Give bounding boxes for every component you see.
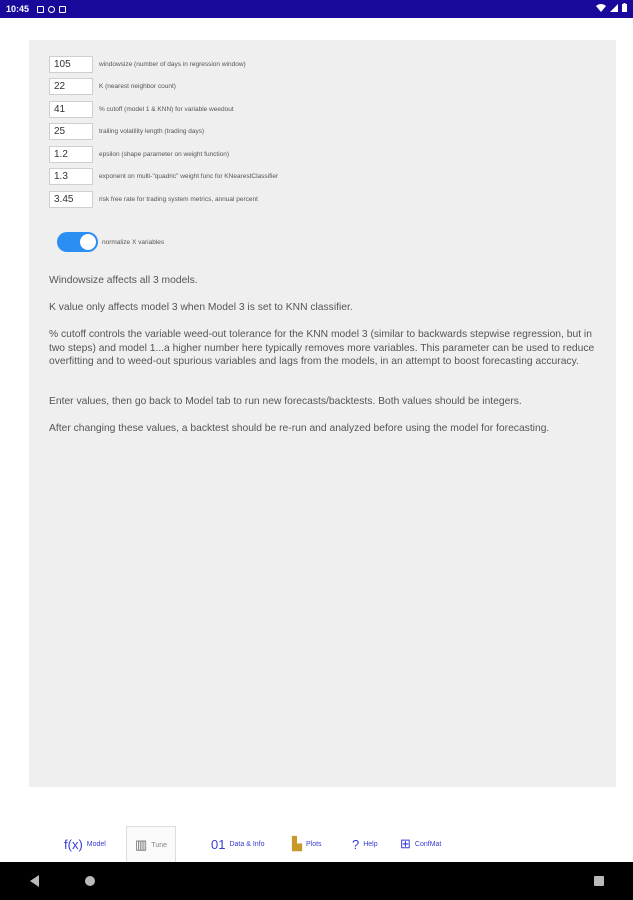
notification-icon [37,6,44,13]
epsilon-input[interactable] [49,146,93,163]
function-icon: f(x) [64,836,83,852]
normalize-toggle[interactable] [57,232,98,252]
tune-sliders-icon: ▥ [135,837,148,852]
info-backtest: After changing these values, a backtest should be re-run and analyzed before using the model for forecasting. [49,423,550,434]
param-row-volatility [49,122,204,141]
tab-tune[interactable] [126,826,176,863]
param-row-epsilon [49,145,229,164]
tab-data-info-label: Data & Info [229,840,265,848]
k-label: K (nearest neighbor count) [99,83,176,90]
normalize-label: normalize X variables [102,238,165,246]
info-windowsize: Windowsize affects all 3 models. [49,275,198,286]
toggle-thumb [80,234,96,250]
system-nav-bar [0,862,633,900]
tab-model-label: Model [86,840,106,848]
windowsize-input[interactable] [49,56,93,73]
param-row-windowsize [49,55,246,74]
exponent-input[interactable] [49,168,93,185]
tab-plots-label: Plots [306,840,322,848]
tab-help[interactable] [352,826,378,862]
riskfree-label: risk free rate for trading system metrics, annual percent [99,196,258,203]
notification-icon [59,6,66,13]
tab-confmat-label: ConfMat [414,840,442,848]
system-icons [596,3,627,12]
wifi-icon [596,4,606,12]
param-row-k [49,77,176,96]
tab-model[interactable] [64,826,106,862]
tab-confmat[interactable] [400,826,441,862]
tab-plots[interactable] [292,826,322,862]
tab-tune-label: Tune [151,841,167,849]
tune-panel [29,40,616,787]
signal-icon [610,4,618,12]
k-input[interactable] [49,78,93,95]
riskfree-input[interactable] [49,191,93,208]
cutoff-input[interactable] [49,101,93,118]
param-row-cutoff [49,100,234,119]
bar-chart-icon: ▙ [292,836,302,851]
status-bar [0,0,633,18]
notification-icons [37,6,66,13]
param-row-riskfree [49,190,258,209]
battery-icon [622,3,627,12]
recents-icon[interactable] [594,876,604,886]
bottom-tab-bar [0,826,633,862]
param-row-exponent [49,167,278,186]
notification-icon [48,6,55,13]
back-icon[interactable] [30,875,39,887]
tab-help-label: Help [363,840,378,848]
windowsize-label: windowsize (number of days in regression window) [99,61,246,68]
question-icon: ? [352,836,360,852]
tab-data-info[interactable] [211,826,265,862]
info-cutoff: % cutoff controls the variable weed-out tolerance for the KNN model 3 (similar to backwards stepwise regression, but in two steps) and model 1...a higher number here typically removes more variables. This parameter can be used to reduce overfitting and to weed-out spurious variables and lags from the models, in an attempt to boost forecasting accuracy. [49,329,595,367]
grid-icon: ⊞ [400,836,411,851]
volatility-label: trailing volatility length (trading days) [99,128,205,135]
info-enter-values: Enter values, then go back to Model tab to run new forecasts/backtests. Both values should be integers. [49,396,522,407]
cutoff-label: % cutoff (model 1 & KNN) for variable weedout [99,106,234,113]
epsilon-label: epsilon (shape parameter on weight function) [99,151,230,158]
binary-icon: 01 [211,836,226,852]
normalize-toggle-row [57,232,164,252]
status-time: 10:45 [6,4,30,14]
volatility-input[interactable] [49,123,93,140]
home-icon[interactable] [85,876,95,886]
info-k: K value only affects model 3 when Model 3 is set to KNN classifier. [49,302,353,313]
exponent-label: exponent on multi-"quadric" weight func for KNearestClassifier [99,173,279,180]
